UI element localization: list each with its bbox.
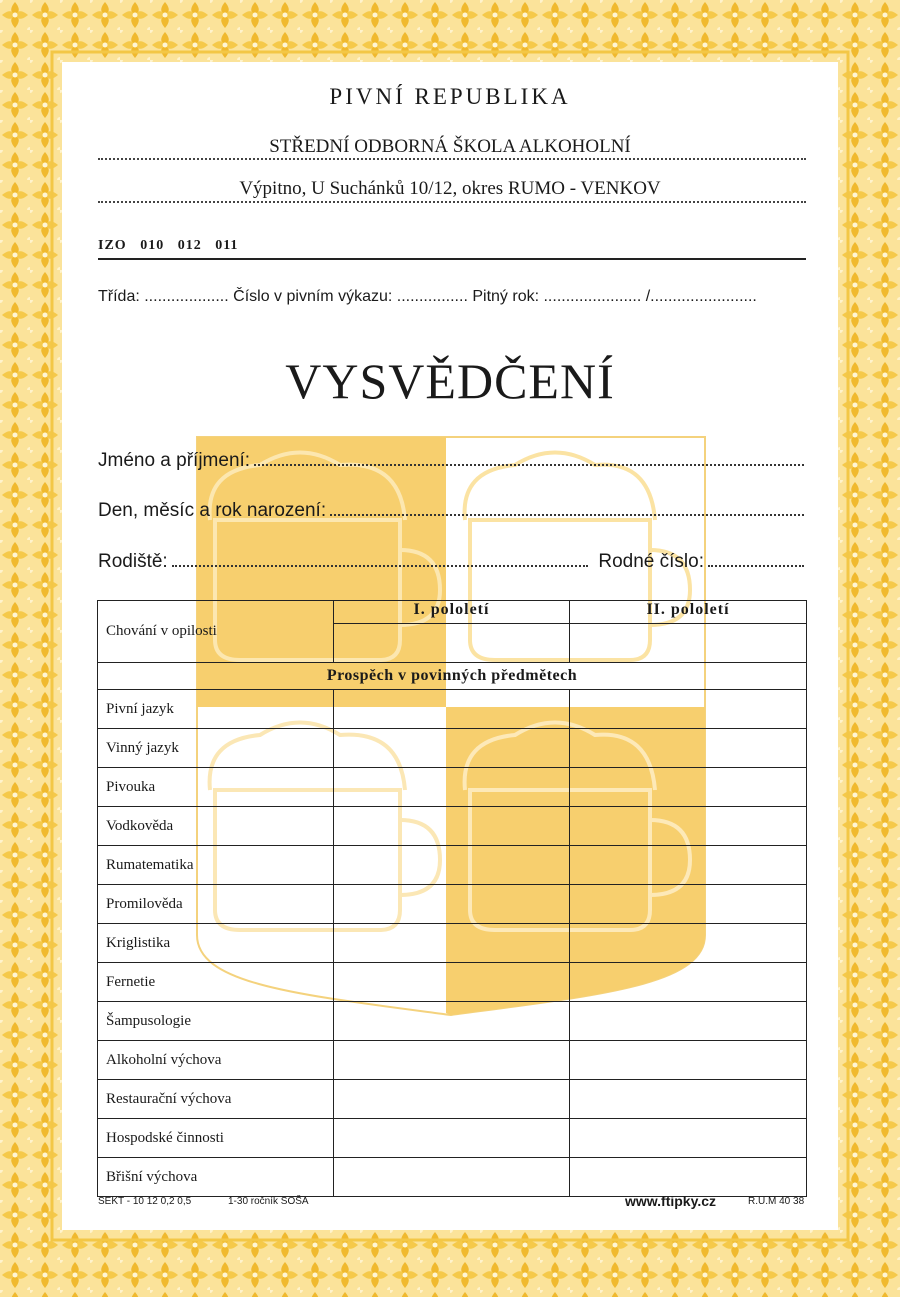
grade-cell bbox=[334, 768, 570, 807]
birthplace-label: Rodiště: bbox=[98, 551, 168, 572]
grade-cell bbox=[570, 963, 807, 1002]
grade-cell bbox=[570, 1158, 807, 1197]
grade-cell bbox=[570, 846, 807, 885]
behavior-label: Chování v opilosti bbox=[98, 601, 334, 663]
school-year-field: Pitný rok: ...................... /........................ bbox=[472, 288, 757, 305]
table-row bbox=[98, 1158, 807, 1197]
grade-cell bbox=[570, 690, 807, 729]
subject-label: Fernetie bbox=[98, 963, 334, 1002]
subject-label: Alkoholní výchova bbox=[98, 1041, 334, 1080]
document-title: VYSVĚDČENÍ bbox=[285, 353, 615, 409]
grade-cell bbox=[334, 690, 570, 729]
class-field: Třída: ................... bbox=[98, 288, 229, 305]
table-row bbox=[98, 963, 807, 1002]
grade-cell bbox=[334, 963, 570, 1002]
table-row bbox=[98, 768, 807, 807]
name-field bbox=[98, 450, 806, 472]
semester1-header: I. pololetí bbox=[334, 601, 570, 624]
table-row bbox=[98, 1041, 807, 1080]
id-number-label: Rodné číslo: bbox=[598, 551, 704, 572]
grade-cell bbox=[570, 1119, 807, 1158]
grade-cell bbox=[334, 1080, 570, 1119]
grade-cell bbox=[334, 1002, 570, 1041]
grade-cell bbox=[570, 1002, 807, 1041]
table-row bbox=[98, 1119, 807, 1158]
birthplace-field bbox=[98, 551, 806, 573]
grade-cell bbox=[570, 924, 807, 963]
dotted-rule bbox=[98, 201, 806, 203]
grade-cell bbox=[570, 768, 807, 807]
grade-cell bbox=[334, 924, 570, 963]
subject-label: Vodkověda bbox=[98, 807, 334, 846]
footer-form-number: R.U.M 40 38 bbox=[748, 1196, 805, 1207]
name-label: Jméno a příjmení: bbox=[98, 450, 251, 471]
birth-date-dotted-line bbox=[330, 500, 804, 516]
id-number-dotted-line bbox=[708, 551, 804, 567]
grade-cell bbox=[334, 885, 570, 924]
table-row bbox=[98, 690, 807, 729]
grade-cell bbox=[570, 1041, 807, 1080]
subject-label: Pivní jazyk bbox=[98, 690, 334, 729]
subject-label: Restaurační výchova bbox=[98, 1080, 334, 1119]
grade-cell bbox=[334, 1041, 570, 1080]
footer-code: SEKT - 10 12 0,2 0,5 bbox=[98, 1196, 192, 1207]
table-row bbox=[98, 807, 807, 846]
birth-date-field bbox=[98, 500, 806, 522]
table-row bbox=[98, 924, 807, 963]
izo-part: 011 bbox=[215, 238, 239, 253]
grade-cell bbox=[570, 807, 807, 846]
grade-cell bbox=[334, 846, 570, 885]
school-address: Výpitno, U Suchánků 10/12, okres RUMO - VENKOV bbox=[239, 178, 661, 199]
header-rule bbox=[98, 258, 806, 260]
izo-line bbox=[98, 238, 247, 254]
republic-title: PIVNÍ REPUBLIKA bbox=[329, 84, 571, 109]
dotted-rule bbox=[98, 158, 806, 160]
grade-cell bbox=[334, 807, 570, 846]
table-row bbox=[98, 729, 807, 768]
subject-label: Šampusologie bbox=[98, 1002, 334, 1041]
table-row bbox=[98, 846, 807, 885]
izo-part: 010 bbox=[140, 238, 165, 253]
subject-label: Promilověda bbox=[98, 885, 334, 924]
table-row bbox=[98, 1080, 807, 1119]
footer-grade-range: 1-30 ročník SOŠA bbox=[228, 1196, 309, 1207]
behavior-grade-1 bbox=[334, 624, 570, 663]
table-row bbox=[98, 885, 807, 924]
subject-label: Pivouka bbox=[98, 768, 334, 807]
class-info-row bbox=[98, 288, 806, 306]
birthplace-dotted-line bbox=[172, 551, 589, 567]
grade-cell bbox=[570, 729, 807, 768]
izo-label: IZO bbox=[98, 238, 127, 253]
subject-label: Břišní výchova bbox=[98, 1158, 334, 1197]
subject-label: Kriglistika bbox=[98, 924, 334, 963]
grades-table bbox=[97, 600, 807, 1197]
grade-cell bbox=[570, 1080, 807, 1119]
grade-cell bbox=[334, 1158, 570, 1197]
grade-cell bbox=[570, 885, 807, 924]
table-row bbox=[98, 1002, 807, 1041]
subjects-section-header: Prospěch v povinných předmětech bbox=[98, 663, 807, 690]
subject-label: Vinný jazyk bbox=[98, 729, 334, 768]
name-dotted-line bbox=[254, 450, 804, 466]
school-name: STŘEDNÍ ODBORNÁ ŠKOLA ALKOHOLNÍ bbox=[269, 136, 631, 157]
behavior-grade-2 bbox=[570, 624, 807, 663]
birth-date-label: Den, měsíc a rok narození: bbox=[98, 500, 327, 521]
subject-label: Hospodské činnosti bbox=[98, 1119, 334, 1158]
grade-cell bbox=[334, 1119, 570, 1158]
subject-label: Rumatematika bbox=[98, 846, 334, 885]
izo-part: 012 bbox=[177, 238, 202, 253]
grade-cell bbox=[334, 729, 570, 768]
semester2-header: II. pololetí bbox=[570, 601, 807, 624]
register-number-field: Číslo v pivním výkazu: ................ bbox=[233, 288, 468, 305]
footer-website: www.ftipky.cz bbox=[625, 1193, 717, 1209]
